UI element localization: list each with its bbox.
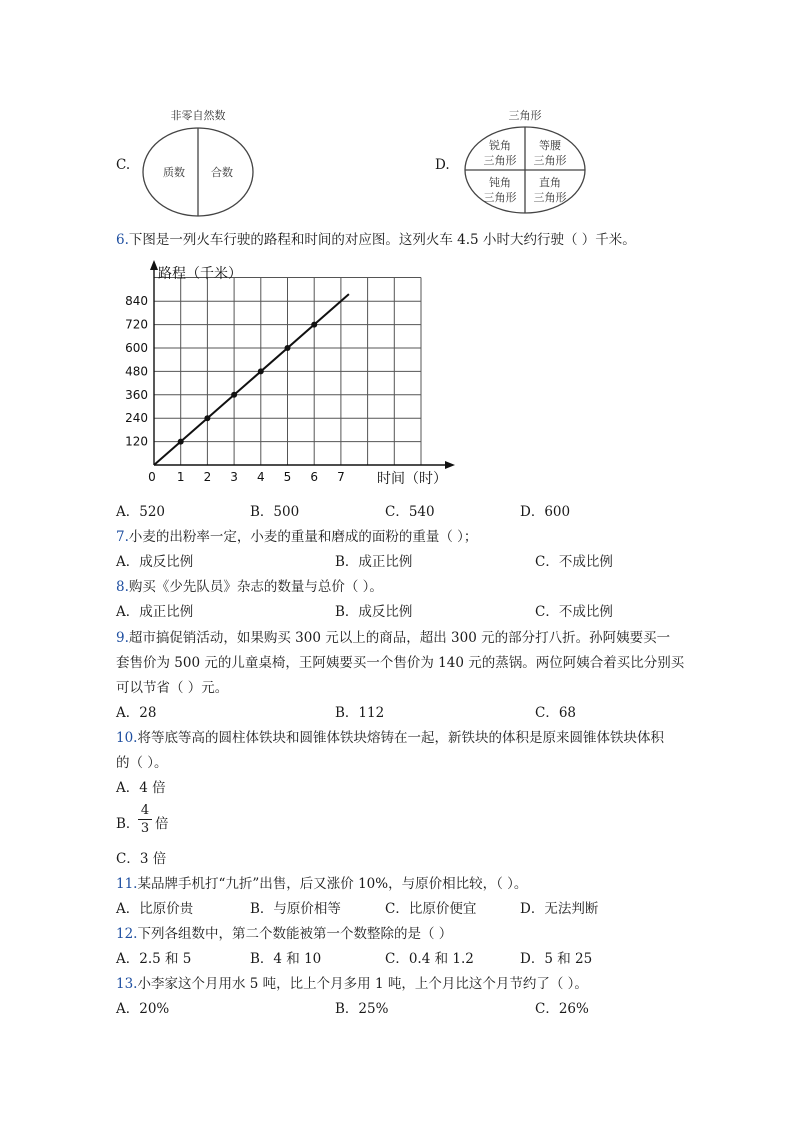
q13-option-c: C．26% <box>535 1001 589 1017</box>
q12-question <box>116 925 452 943</box>
q8-number: 8. <box>116 579 129 595</box>
q9-question-line-2: 套售价为 500 元的儿童桌椅，王阿姨要买一个售价为 140 元的蒸锅。两位阿姨合着买比分别买 <box>116 655 685 671</box>
d-diagram-br-2: 三角形 <box>533 191 567 204</box>
y-tick-label: 240 <box>125 411 148 426</box>
q10-option-c: C．3 倍 <box>116 851 167 867</box>
q8-text: 购买《少先队员》杂志的数量与总价（ ）。 <box>128 579 383 595</box>
q9-text-1: 超市搞促销活动，如果购买 300 元以上的商品，超出 300 元的部分打八折。孙阿姨要买一 <box>128 630 671 646</box>
q9-option-b: B．112 <box>335 705 385 721</box>
d-diagram-br-1: 直角 <box>539 176 561 189</box>
q10-option-b-suffix: 倍 <box>155 816 169 832</box>
d-diagram-tr-1: 等腰 <box>539 139 561 152</box>
q13-number: 13. <box>116 976 138 992</box>
c-diagram-right: 合数 <box>211 166 233 179</box>
q10-option-b-prefix: B． <box>116 816 140 832</box>
fraction-denominator: 3 <box>140 821 150 836</box>
q5-option-c-diagram <box>140 104 260 220</box>
q11-number: 11. <box>116 876 138 892</box>
q12-option-b: B．4 和 10 <box>250 951 322 967</box>
q10-number: 10. <box>116 730 138 746</box>
y-tick-label: 600 <box>125 341 148 355</box>
q10-option-a: A．4 倍 <box>116 780 166 796</box>
d-diagram-bl-1: 钝角 <box>489 176 511 189</box>
q9-question-line-3: 可以节省（ ）元。 <box>116 680 229 696</box>
d-diagram-tl-1: 锐角 <box>489 139 511 152</box>
q7-question <box>116 528 477 546</box>
y-axis-arrow <box>150 260 158 270</box>
data-point <box>178 439 184 445</box>
fraction-bar <box>138 819 152 820</box>
q9-option-a: A．28 <box>116 705 157 721</box>
y-tick-label: 720 <box>125 317 148 332</box>
x-tick-label: 6 <box>310 470 319 484</box>
x-tick-label: 1 <box>176 470 185 484</box>
q5-option-d-diagram <box>460 104 590 220</box>
q12-option-a: A．2.5 和 5 <box>116 951 192 967</box>
q11-option-a: A．比原价贵 <box>116 901 194 917</box>
q11-option-c: C．比原价便宜 <box>385 901 477 917</box>
data-point <box>204 415 210 421</box>
q7-text: 小麦的出粉率一定，小麦的重量和磨成的面粉的重量（ ）； <box>128 529 478 545</box>
fraction-numerator: 4 <box>140 803 150 818</box>
q11-option-b: B．与原价相等 <box>250 901 341 917</box>
q13-option-a: A．20% <box>116 1001 170 1017</box>
c-diagram-left: 质数 <box>163 166 185 179</box>
d-diagram-bl-2: 三角形 <box>483 191 517 204</box>
d-diagram-tl-2: 三角形 <box>483 154 517 167</box>
q11-text: 某品牌手机打“九折”出售，后又涨价 10%，与原价相比较，（ ）。 <box>137 876 528 892</box>
q9-option-c: C．68 <box>535 705 577 721</box>
q8-question <box>116 578 383 596</box>
data-point <box>311 322 317 328</box>
q9-number: 9. <box>116 630 129 646</box>
q5-option-c-label: C. <box>116 157 131 173</box>
x-axis-label: 时间（时） <box>377 471 447 487</box>
distance-time-chart <box>110 258 460 493</box>
x-tick-label: 0 <box>148 470 156 484</box>
q13-question <box>116 975 588 993</box>
x-tick-label: 5 <box>283 470 292 484</box>
q12-option-d: D．5 和 25 <box>520 951 593 967</box>
q12-number: 12. <box>116 926 138 942</box>
series-line <box>154 294 349 465</box>
q8-option-a: A．成正比例 <box>116 604 194 620</box>
q6-text: 下图是一列火车行驶的路程和时间的对应图。这列火车 4.5 小时大约行驶（ ）千米。 <box>128 232 636 248</box>
q6-option-b: B．500 <box>250 504 300 520</box>
y-tick-label: 360 <box>125 387 148 402</box>
q9-question-line-1 <box>116 629 670 647</box>
x-axis-arrow <box>445 461 455 469</box>
q7-option-c: C．不成比例 <box>535 554 613 570</box>
q6-option-d: D．600 <box>520 504 571 520</box>
q6-option-a: A．520 <box>116 504 166 520</box>
q5-option-d-label: D. <box>435 157 450 173</box>
x-tick-label: 7 <box>337 470 345 484</box>
q7-option-a: A．成反比例 <box>116 554 194 570</box>
y-tick-label: 840 <box>125 294 148 309</box>
q11-question <box>116 875 527 893</box>
q13-option-b: B．25% <box>335 1001 389 1017</box>
q8-option-c: C．不成比例 <box>535 604 613 620</box>
x-tick-label: 3 <box>230 470 238 484</box>
q11-option-d: D．无法判断 <box>520 901 599 917</box>
y-tick-label: 480 <box>125 364 148 379</box>
y-axis-label: 路程（千米） <box>158 266 242 282</box>
d-diagram-tr-2: 三角形 <box>533 154 567 167</box>
q12-text: 下列各组数中，第二个数能被第一个数整除的是（ ） <box>137 926 453 942</box>
q13-text: 小李家这个月用水 5 吨，比上个月多用 1 吨，上个月比这个月节约了（ ）。 <box>137 976 588 992</box>
q10-question-line-1 <box>116 729 664 747</box>
x-tick-label: 4 <box>256 470 265 484</box>
d-diagram-title: 三角形 <box>508 109 542 122</box>
q10-question-line-2: 的（ ）。 <box>116 755 168 771</box>
y-tick-label: 120 <box>125 434 148 449</box>
data-point <box>231 392 237 398</box>
x-tick-label: 2 <box>203 470 212 484</box>
data-point <box>285 345 291 351</box>
q6-number: 6. <box>116 232 129 248</box>
q10-text-1: 将等底等高的圆柱体铁块和圆锥体铁块熔铸在一起，新铁块的体积是原来圆锥体铁块体积 <box>137 730 664 746</box>
data-point <box>258 368 264 374</box>
q12-option-c: C．0.4 和 1.2 <box>385 951 474 967</box>
q10-option-b-fraction <box>138 803 152 836</box>
q7-number: 7. <box>116 529 129 545</box>
q7-option-b: B．成正比例 <box>335 554 413 570</box>
q6-question <box>116 231 636 249</box>
q6-option-c: C．540 <box>385 504 435 520</box>
c-diagram-title: 非零自然数 <box>170 109 226 122</box>
q8-option-b: B．成反比例 <box>335 604 413 620</box>
